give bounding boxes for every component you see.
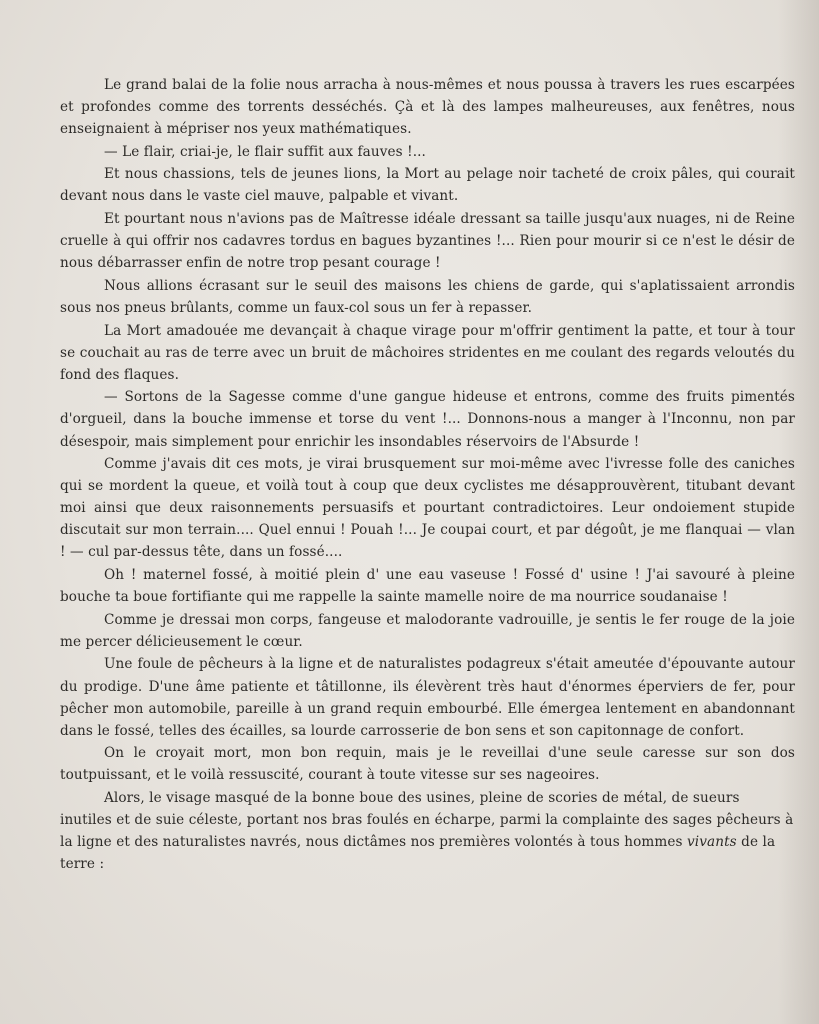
paragraph-12: On le croyait mort, mon bon requin, mais je le reveillai d'une seule caresse sur son dos toutpuissant, et le voilà ressuscité, courant à toute vitesse sur ses nageoires.	[60, 745, 795, 784]
paragraph-4: Et pourtant nous n'avions pas de Maîtresse idéale dressant sa taille jusqu'aux nuages, ni de Reine cruelle à qui offrir nos cadavres tordus en bagues byzantines !... Rien pour mourir si ce n'est le désir de nous débarrasser enfin de notre trop pesant courage !	[60, 211, 795, 272]
paragraph-13-italic-word: vivants	[687, 834, 737, 851]
paragraph-2: — Le flair, criai-je, le flair suffit aux fauves !...	[104, 143, 426, 160]
paragraph-8: Comme j'avais dit ces mots, je virai brusquement sur moi-même avec l'ivresse folle des caniches qui se mordent la queue, et voilà tout à coup que deux cyclistes me désapprouvèrent, titubant devant moi ainsi que deux raisonnements persuasifs et pourtant contradictoires. Leur ondoiement stupide discutait sur mon terrain.... Quel ennui ! Pouah !... Je coupai court, et par dégoût, je me flanquai — vlan ! — cul par-dessus tête, dans un fossé....	[60, 456, 795, 561]
paragraph-3: Et nous chassions, tels de jeunes lions, la Mort au pelage noir tacheté de croix pâles, qui courait devant nous dans le vaste ciel mauve, palpable et vivant.	[60, 166, 795, 205]
paragraph-5: Nous allions écrasant sur le seuil des maisons les chiens de garde, qui s'aplatissaient arrondis sous nos pneus brûlants, comme un faux-col sous un fer à repasser.	[60, 277, 795, 316]
paragraph-6: La Mort amadouée me devançait à chaque virage pour m'offrir gentiment la patte, et tour à tour se couchait au ras de terre avec un bruit de mâchoires stridentes en me coulant des regards veloutés du fond des flaques.	[60, 322, 795, 383]
paragraph-11: Une foule de pêcheurs à la ligne et de naturalistes podagreux s'était ameutée d'épouvante autour du prodige. D'une âme patiente et tâtillonne, ils élevèrent très haut d'énormes éperviers de fer, pour pêcher mon automobile, pareille à un grand requin embourbé. Elle émergea lentement en abandonnant dans le fossé, telles des écailles, sa lourde carrosserie de bon sens et son capitonnage de confort.	[60, 656, 795, 739]
paragraph-7: — Sortons de la Sagesse comme d'une gangue hideuse et entrons, comme des fruits pimentés d'orgueil, dans la bouche immense et torse du vent !... Donnons-nous a manger à l'Inconnu, non par désespoir, mais simplement pour enrichir les insondables réservoirs de l'Absurde !	[60, 389, 795, 450]
paragraph-13-text-start: Alors, le visage masqué de la bonne boue des usines, pleine de scories de métal, de sueurs inutiles et de suie céleste, portant nos bras foulés en écharpe, parmi la complainte des sages pêcheurs à la ligne et des naturalistes navrés, nous dictâmes nos premières volontés à tous hommes	[60, 790, 794, 851]
paragraph-1: Le grand balai de la folie nous arracha à nous-mêmes et nous poussa à travers les rues escarpées et profondes comme des torrents desséchés. Çà et là des lampes malheureuses, aux fenêtres, nous enseignaient à mépriser nos yeux mathématiques.	[60, 77, 795, 138]
paragraph-13-text-end: de la terre :	[60, 834, 776, 873]
paragraph-13	[60, 787, 795, 875]
paragraph-10: Comme je dressai mon corps, fangeuse et malodorante vadrouille, je sentis le fer rouge de la joie me percer délicieusement le cœur.	[60, 611, 795, 650]
body-text	[60, 74, 795, 876]
paragraph-9: Oh ! maternel fossé, à moitié plein d' une eau vaseuse ! Fossé d' usine ! J'ai savouré à pleine bouche ta boue fortifiante qui me rappelle la sainte mamelle noire de ma nourrice soudanaise !	[60, 567, 795, 606]
